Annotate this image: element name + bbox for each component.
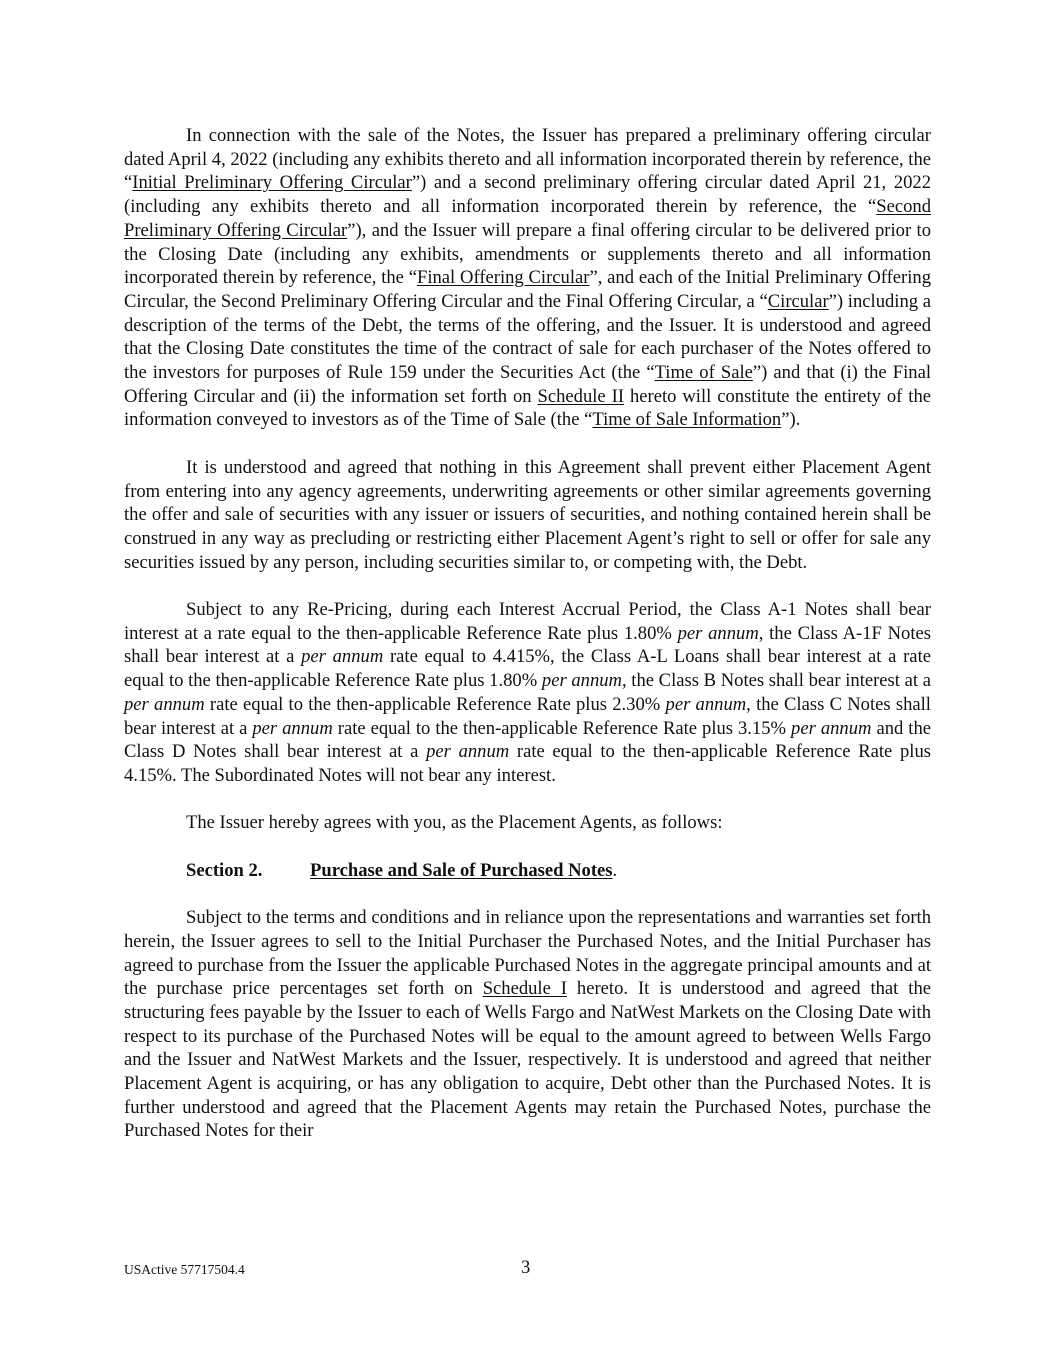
defined-term: Schedule I <box>482 978 567 1000</box>
text-run: , the Class C Notes shall bear interest at a <box>124 693 931 739</box>
section-title-period: . <box>612 859 618 881</box>
defined-term: Initial Preliminary Offering Circular <box>132 172 412 194</box>
italic-text: per annum <box>677 622 759 644</box>
italic-text: per annum <box>541 670 622 692</box>
paragraph <box>124 456 931 575</box>
italic-text: per annum <box>301 646 384 668</box>
text-run: ”, and each of the Initial Preliminary Offering Circular, the Second Preliminary Offering Circular and the Final Offering Circular, a “ <box>124 267 932 312</box>
page-number: 3 <box>521 1257 531 1278</box>
text-run: rate equal to the then-applicable Reference Rate plus 4.15%. The Subordinated Notes will not bear any interest. <box>124 741 931 786</box>
document-page <box>124 124 931 1167</box>
section-number: Section 2. <box>186 859 263 881</box>
text-run: and the Class D Notes shall bear interest at a <box>124 717 931 763</box>
text-run: It is understood and agreed that nothing in this Agreement shall prevent either Placement Agent from entering into any agency agreements, underwriting agreements or other similar agreements governing the offer and sale of securities with any issuer or issuers of securities, and nothing contained herein shall be construed in any way as precluding or restricting either Placement Agent’s right to sell or offer for sale any securities issued by any person, including securities similar to, or competing with, the Debt. <box>124 456 931 573</box>
paragraph <box>124 124 931 432</box>
text-run: ”). <box>781 409 801 431</box>
defined-term: Second Preliminary Offering Circular <box>124 196 931 241</box>
defined-term: Schedule II <box>537 385 625 407</box>
text-run: rate equal to 4.415%, the Class A-L Loans shall bear interest at a rate equal to the then-applicable Reference Rate plus 1.80% <box>124 646 931 692</box>
text-run: , the Class A-1F Notes shall bear interest at a <box>124 622 931 668</box>
paragraph <box>124 811 931 835</box>
text-run: rate equal to the then-applicable Reference Rate plus 2.30% <box>204 693 666 715</box>
text-run: The Issuer hereby agrees with you, as the Placement Agents, as follows: <box>186 812 723 834</box>
section-title: Purchase and Sale of Purchased Notes <box>310 859 613 881</box>
text-run: Subject to any Re-Pricing, during each Interest Accrual Period, the Class A-1 Notes shall bear interest at a rate equal to the then-applicable Reference Rate plus 1.80% <box>124 599 931 644</box>
text-run: ”), and the Issuer will prepare a final offering circular to be delivered prior to the Closing Date (including any exhibits, amendments or supplements thereto and all information incorporated therein by reference, the “ <box>124 219 931 289</box>
paragraph <box>124 906 931 1143</box>
italic-text: per annum <box>124 693 205 715</box>
paragraphs-before-section <box>124 124 931 835</box>
text-run: In connection with the sale of the Notes, the Issuer has prepared a preliminary offering circular dated April 4, 2022 (including any exhibits thereto and all information incorporated therein by reference, the “ <box>124 125 932 194</box>
text-run: hereto. It is understood and agreed that the structuring fees payable by the Issuer to each of Wells Fargo and NatWest Markets on the Closing Date with respect to its purchase of the Purchased Notes will be equal to the amount agreed to between Wells Fargo and the Issuer and NatWest Markets and the Issuer, respectively. It is understood and agreed that neither Placement Agent is acquiring, or has any obligation to acquire, Debt other than the Purchased Notes. It is further understood and agreed that the Placement Agents may retain the Purchased Notes, purchase the Purchased Notes for their <box>124 978 931 1142</box>
defined-term: Time of Sale Information <box>592 409 782 431</box>
text-run: ”) including a description of the terms of the Debt, the terms of the offering, and the Issuer. It is understood and agreed that the Closing Date constitutes the time of the contract of sale for each purchaser of the Notes offered to the investors for purposes of Rule 159 under the Securities Act (the “ <box>124 290 931 384</box>
defined-term: Circular <box>767 290 829 312</box>
italic-text: per annum <box>791 717 872 739</box>
italic-text: per annum <box>252 717 333 739</box>
italic-text: per annum <box>665 693 747 715</box>
defined-term: Time of Sale <box>654 362 753 384</box>
text-run: , the Class B Notes shall bear interest at a <box>621 670 931 692</box>
section-heading <box>124 859 931 883</box>
text-run: ”) and that (i) the Final Offering Circular and (ii) the information set forth on <box>124 362 931 407</box>
defined-term: Final Offering Circular <box>417 267 590 289</box>
italic-text: per annum <box>426 741 510 763</box>
paragraphs-after-section <box>124 906 931 1143</box>
text-run: hereto will constitute the entirety of the information conveyed to investors as of the Time of Sale (the “ <box>124 385 931 431</box>
footer-doc-id: USActive 57717504.4 <box>124 1262 245 1277</box>
text-run: rate equal to the then-applicable Reference Rate plus 3.15% <box>332 717 792 739</box>
text-run: ”) and a second preliminary offering circular dated April 21, 2022 (including any exhibits thereto and all information incorporated therein by reference, the “ <box>124 172 931 218</box>
text-run: Subject to the terms and conditions and in reliance upon the representations and warranties set forth herein, the Issuer agrees to sell to the Initial Purchaser the Purchased Notes, and the Initial Purchaser has agreed to purchase from the Issuer the applicable Purchased Notes in the aggregate principal amounts and at the purchase price percentages set forth on <box>124 907 931 1000</box>
paragraph <box>124 598 931 788</box>
